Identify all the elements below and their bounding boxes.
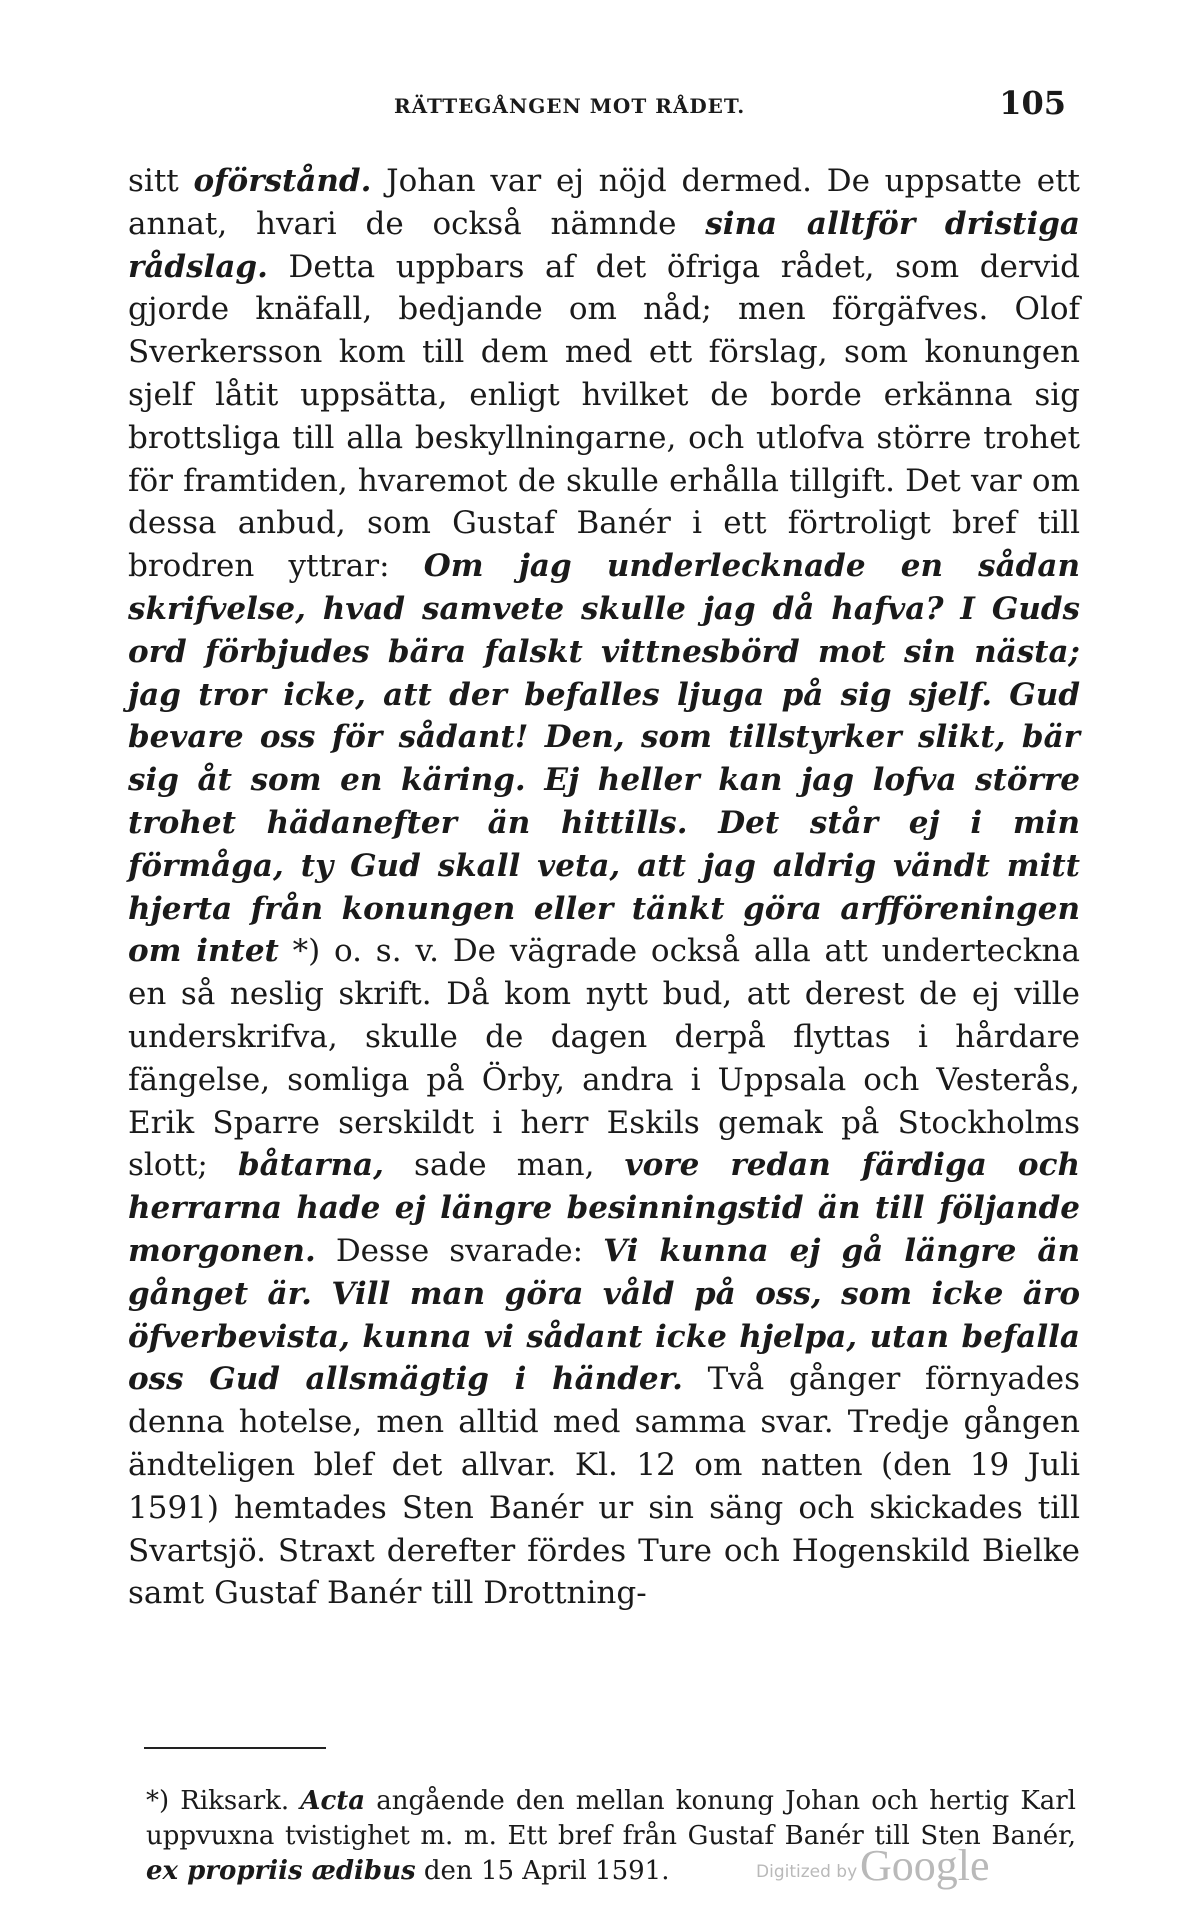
text-run: Johan var ej nöjd dermed. De uppsatte ett annat, hvari de också nämnde — [128, 163, 1081, 242]
footnote-text: Riksark. — [169, 1786, 301, 1816]
body-paragraph — [128, 160, 1080, 1615]
running-title: RÄTTEGÅNGEN MOT RÅDET. — [394, 94, 746, 118]
footnote-divider — [144, 1747, 326, 1749]
italic-run: båtarna, — [237, 1147, 384, 1184]
text-run: *) o. s. v. De vägrade också alla att underteckna en så neslig skrift. Då kom nytt bud, att derest de ej ville underskrifva, skulle de dagen derpå flyttas i hårdare fängelse, somliga på Örby, andra i Uppsala och Vesterås, Erik Sparre serskildt i herr Eskils gemak på Stockholms slott; — [128, 933, 1080, 1184]
italic-quote: Om jag underlecknade en sådan skrifvelse, hvad samvete skulle jag då hafva? I Guds ord förbjudes bära falskt vittnesbörd mot sin nästa; jag tror icke, att der befalles ljuga på sig sjelf. Gud bevare oss för sådant! Den, som tillstyrker slikt, bär sig åt som en käring. Ej heller kan jag lofva större trohet hädanefter än hittills. Det står ej i min förmåga, ty Gud skall veta, att jag aldrig vändt mitt hjerta från konungen eller tänkt göra arfföreningen om intet — [128, 548, 1080, 970]
text-run: Desse svarade: — [315, 1232, 604, 1269]
text-run: Detta uppbars af det öfriga rådet, som dervid gjorde knäfall, bedjande om nåd; men förgäfves. Olof Sverkersson kom till dem med ett förslag, som konungen sjelf låtit uppsätta, enligt hvilket de borde erkänna sig brottsliga till alla beskyllningarne, och utlofva större trohet för framtiden, hvaremot de skulle erhålla tillgift. Det var om dessa anbud, som Gustaf Banér i ett förtroligt bref till brodren yttrar: — [128, 248, 1080, 585]
footnote-italic: ex propriis ædibus — [146, 1856, 416, 1886]
footnote-italic: Acta — [300, 1786, 366, 1816]
footnote-marker: *) — [146, 1786, 170, 1816]
digitized-watermark — [756, 1840, 1016, 1894]
footnote-text: angående den mellan konung Johan och hertig Karl uppvuxna tvistighet m. m. Ett bref från Gustaf Banér till Sten Banér, — [146, 1786, 1076, 1851]
italic-quote: Vi kunna ej gå längre än gånget är. Vill man göra våld på oss, som icke äro öfverbevista, kunna vi sådant icke hjelpa, utan befalla oss Gud allsmägtig i händer. — [128, 1232, 1080, 1398]
italic-run: vore redan färdiga och herrarna hade ej längre besinningstid än till följande morgonen. — [128, 1147, 1080, 1269]
watermark-prefix: Digitized by — [756, 1862, 858, 1882]
body-text — [128, 160, 1080, 1615]
italic-run: sina alltför dristiga rådslag. — [128, 205, 1081, 285]
footnote-text: den 15 April 1591. — [415, 1856, 670, 1886]
italic-run: oförstånd. — [193, 163, 372, 199]
page-header — [130, 84, 1080, 124]
text-run: sade man, — [383, 1147, 625, 1184]
text-run: Två gånger förnyades denna hotelse, men alltid med samma svar. Tredje gången ändteligen blef det allvar. Kl. 12 om natten (den 19 Juli 1591) hemtades Sten Banér ur sin säng och skickades till Svartsjö. Straxt derefter fördes Ture och Hogenskild Bielke samt Gustaf Banér till Drottning- — [128, 1361, 1080, 1612]
text-run: sitt — [128, 163, 194, 199]
google-logo: Google — [860, 1841, 990, 1890]
page-number: 105 — [999, 84, 1066, 122]
